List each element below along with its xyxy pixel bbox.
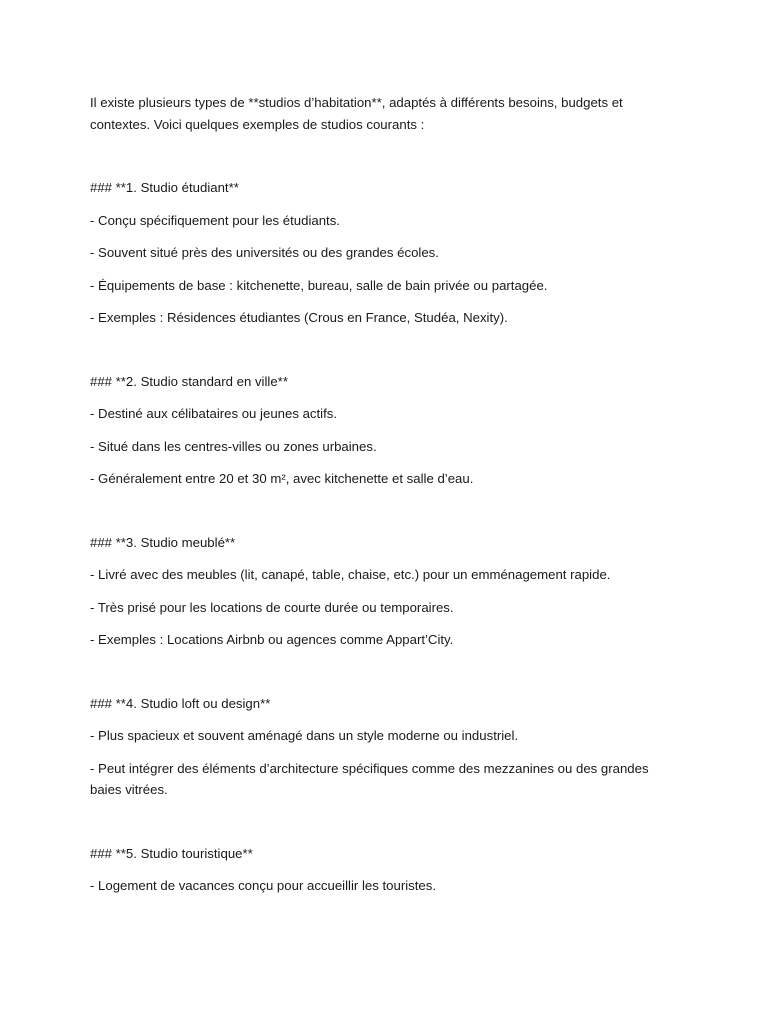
list-item: - Très prisé pour les locations de courte durée ou temporaires.	[90, 599, 454, 615]
intro-paragraph: Il existe plusieurs types de **studios d’habitation**, adaptés à différents besoins, budgets et contextes. Voici quelques exemples de studios courants :	[90, 95, 623, 132]
list-item: - Destiné aux célibataires ou jeunes actifs.	[90, 406, 338, 421]
list-item: - Peut intégrer des éléments d’architecture spécifiques comme des mezzanines ou des grandes baies vitrées.	[90, 760, 649, 797]
section-studio-loft	[90, 693, 680, 801]
document-body	[90, 92, 680, 897]
section-heading: ### **2. Studio standard en ville**	[90, 373, 288, 389]
list-item: - Plus spacieux et souvent aménagé dans un style moderne ou industriel.	[90, 728, 519, 743]
section-heading: ### **1. Studio étudiant**	[90, 180, 239, 195]
list-item: - Souvent situé près des universités ou des grandes écoles.	[90, 245, 439, 260]
section-heading: ### **4. Studio loft ou design**	[90, 695, 271, 711]
list-item: - Exemples : Locations Airbnb ou agences comme Appart’City.	[90, 632, 454, 647]
section-studio-standard	[90, 371, 680, 490]
list-item: - Livré avec des meubles (lit, canapé, table, chaise, etc.) pour un emménagement rapide.	[90, 567, 611, 582]
section-studio-meuble	[90, 532, 680, 651]
list-item: - Généralement entre 20 et 30 m², avec kitchenette et salle d’eau.	[90, 471, 474, 486]
list-item: - Équipements de base : kitchenette, bureau, salle de bain privée ou partagée.	[90, 277, 548, 293]
list-item: - Situé dans les centres-villes ou zones urbaines.	[90, 438, 377, 454]
list-item: - Logement de vacances conçu pour accueillir les touristes.	[90, 878, 436, 893]
section-heading: ### **5. Studio touristique**	[90, 845, 253, 861]
list-item: - Exemples : Résidences étudiantes (Crous en France, Studéa, Nexity).	[90, 310, 508, 325]
list-item: - Conçu spécifiquement pour les étudiants.	[90, 212, 340, 228]
section-studio-etudiant	[90, 177, 680, 329]
section-studio-touristique	[90, 843, 680, 897]
section-heading: ### **3. Studio meublé**	[90, 534, 236, 550]
